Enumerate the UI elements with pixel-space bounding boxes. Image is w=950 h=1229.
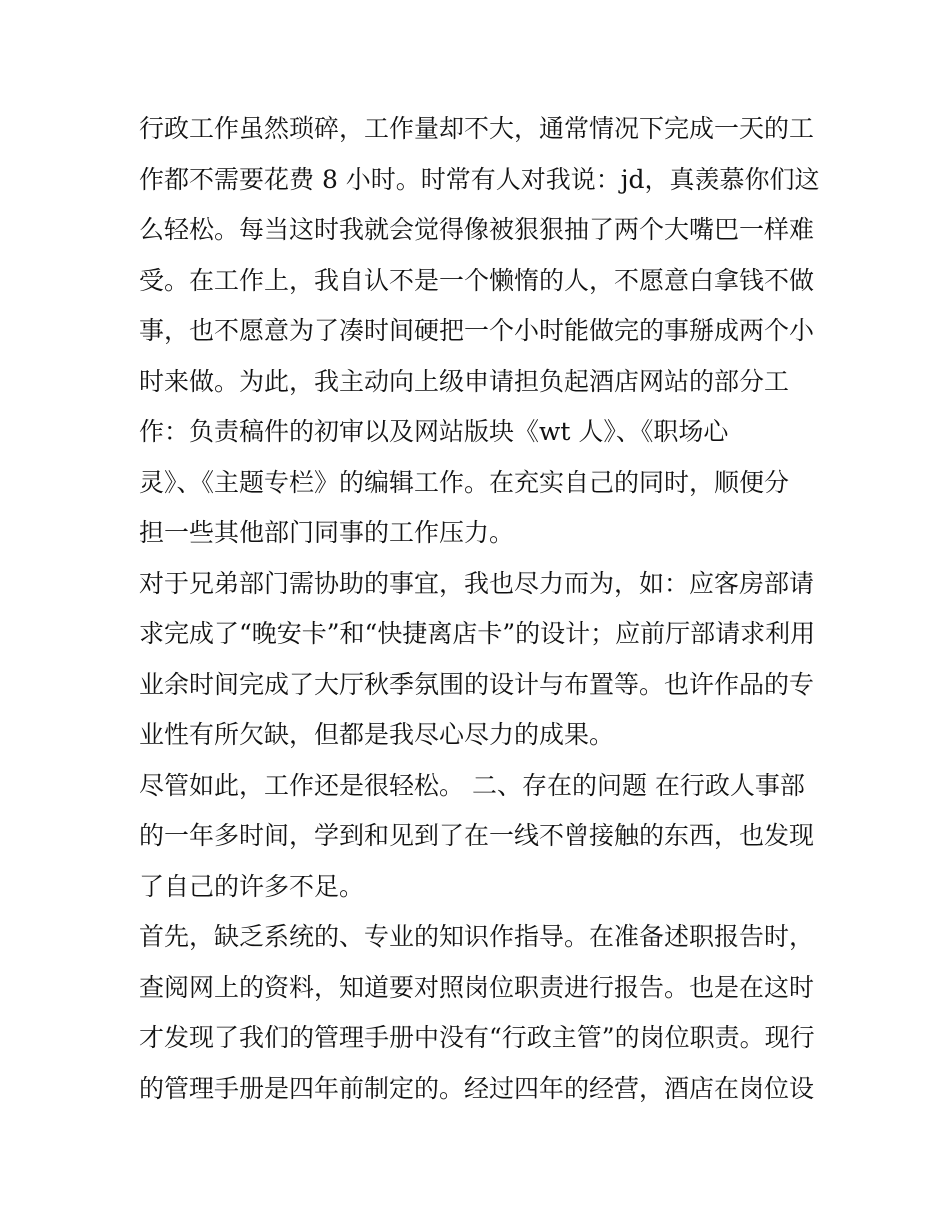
text-line: 对于兄弟部门需协助的事宜，我也尽力而为，如：应客房部请 <box>139 568 815 598</box>
text-line: 了自己的许多不足。 <box>139 871 365 901</box>
text-line: 求完成了“晚安卡”和“快捷离店卡”的设计；应前厅部请求利用 <box>139 619 816 648</box>
paragraph-2 <box>139 559 819 761</box>
text-line: 首先，缺乏系统的、专业的知识作指导。在准备述职报告时， <box>139 922 815 951</box>
paragraph-4 <box>139 912 819 1114</box>
text-line: 才发现了我们的管理手册中没有“行政主管”的岗位职责。现行 <box>139 1023 815 1052</box>
text-line: 作都不需要花费 8 小时。时常有人对我说：jd，真羡慕你们这 <box>139 164 820 194</box>
paragraph-1 <box>139 104 819 559</box>
text-line: 的一年多时间，学到和见到了在一线不曾接触的东西，也发现 <box>139 821 815 850</box>
text-line: 么轻松。每当这时我就会觉得像被狠狠抽了两个大嘴巴一样难 <box>139 215 815 244</box>
paragraph-3 <box>139 761 819 913</box>
text-line: 受。在工作上，我自认不是一个懒惰的人，不愿意白拿钱不做 <box>139 265 815 295</box>
text-line: 灵》、《主题专栏》的编辑工作。在充实自己的同时，顺便分 <box>139 467 790 497</box>
document-body <box>139 104 819 1114</box>
text-line: 时来做。为此，我主动向上级申请担负起酒店网站的部分工 <box>139 366 790 396</box>
text-line: 尽管如此，工作还是很轻松。 二、存在的问题 在行政人事部 <box>139 770 805 800</box>
text-line: 业性有所欠缺，但都是我尽心尽力的成果。 <box>139 720 615 749</box>
text-line: 查阅网上的资料，知道要对照岗位职责进行报告。也是在这时 <box>139 972 815 1002</box>
text-line: 的管理手册是四年前制定的。经过四年的经营，酒店在岗位设 <box>139 1073 815 1103</box>
text-line: 事，也不愿意为了凑时间硬把一个小时能做完的事掰成两个小 <box>139 316 815 345</box>
text-line: 业余时间完成了大厅秋季氛围的设计与布置等。也许作品的专 <box>139 669 815 699</box>
text-line: 行政工作虽然琐碎，工作量却不大，通常情况下完成一天的工 <box>139 114 815 143</box>
text-line: 作：负责稿件的初审以及网站版块《wt 人》、《职场心 <box>139 417 729 446</box>
text-line: 担一些其他部门同事的工作压力。 <box>139 518 515 547</box>
